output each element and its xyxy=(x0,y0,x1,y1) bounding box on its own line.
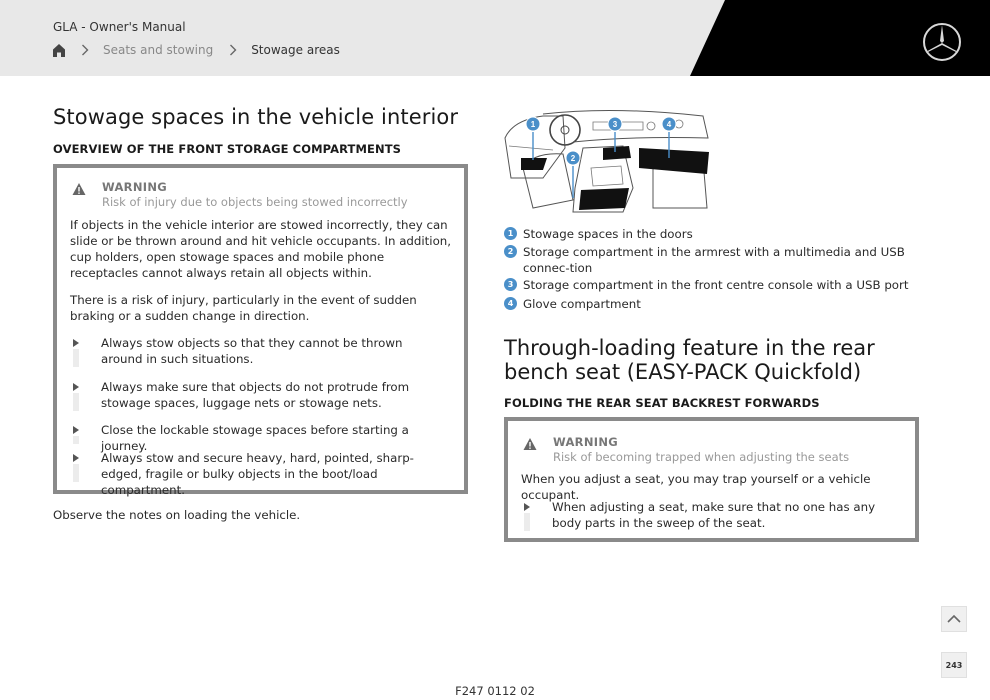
svg-text:1: 1 xyxy=(530,120,536,129)
page-number-label: 243 xyxy=(945,660,963,670)
bullet-arrow-icon xyxy=(524,499,534,531)
warning-paragraph-1: When you adjust a seat, you may trap yourself or a vehicle occupant. xyxy=(521,472,871,502)
svg-text:2: 2 xyxy=(570,154,576,163)
subheading-front-storage: OVERVIEW OF THE FRONT STORAGE COMPARTMENTS xyxy=(53,142,402,156)
breadcrumb-seats-and-stowing[interactable]: Seats and stowing xyxy=(103,43,214,57)
warning-triangle-icon xyxy=(72,182,86,196)
callout-3 xyxy=(608,117,622,131)
mercedes-star-logo[interactable] xyxy=(922,22,962,62)
warning-paragraph-2: There is a risk of injury, particularly in the event of sudden braking or a sudden change in direction. xyxy=(70,293,417,323)
breadcrumb xyxy=(53,43,340,57)
loading-note: Observe the notes on loading the vehicle. xyxy=(53,508,301,522)
callout-4 xyxy=(662,117,676,131)
warning-bullet: Always stow objects so that they cannot be thrown around in such situations. xyxy=(101,335,441,367)
warning-paragraph-1: If objects in the vehicle interior are stowed incorrectly, they can slide or be thrown around and hit vehicle occupants. In addition, cup holders, open stowage spaces and mobile phone receptacles cannot always retain all objects within. xyxy=(70,218,452,280)
legend-item: 2 Storage compartment in the armrest with a multimedia and USB connec-tion xyxy=(523,244,913,276)
subheading-folding-backrest: FOLDING THE REAR SEAT BACKREST FORWARDS xyxy=(504,396,820,410)
warning-box-seat xyxy=(504,417,919,542)
legend-item: 3 Storage compartment in the front centre console with a USB port xyxy=(523,277,913,293)
callout-2 xyxy=(566,151,580,165)
legend-number-badge: 2 xyxy=(504,245,517,258)
app-title: GLA - Owner's Manual xyxy=(53,20,186,34)
chevron-up-icon xyxy=(947,614,961,624)
warning-bullet: When adjusting a seat, make sure that no one has any body parts in the sweep of the seat. xyxy=(552,499,892,531)
chevron-right-icon xyxy=(229,44,237,56)
warning-risk: Risk of injury due to objects being stowed incorrectly xyxy=(102,195,408,209)
warning-header xyxy=(72,180,408,209)
warning-bullet: Always stow and secure heavy, hard, pointed, sharp-edged, fragile or bulky objects in the boot/load compartment. xyxy=(101,450,441,498)
breadcrumb-stowage-areas: Stowage areas xyxy=(251,43,340,57)
bullet-arrow-icon xyxy=(73,335,83,367)
page-number-button[interactable] xyxy=(941,652,967,678)
svg-text:3: 3 xyxy=(612,120,618,129)
chevron-right-icon xyxy=(81,44,89,56)
section-title-stowage: Stowage spaces in the vehicle interior xyxy=(53,105,459,129)
legend-item: 4 Glove compartment xyxy=(523,296,913,312)
home-icon[interactable] xyxy=(53,44,65,57)
bullet-arrow-icon xyxy=(73,450,83,482)
warning-triangle-icon xyxy=(523,437,537,451)
warning-header xyxy=(523,435,849,464)
bullet-arrow-icon xyxy=(73,379,83,411)
warning-box-stowage xyxy=(53,164,468,497)
warning-label: WARNING xyxy=(102,180,167,194)
warning-bullet: Always make sure that objects do not protrude from stowage spaces, luggage nets or stowage nets. xyxy=(101,379,441,411)
bullet-arrow-icon xyxy=(73,422,83,444)
warning-label: WARNING xyxy=(553,435,618,449)
figure-code: F247 0112 02 xyxy=(455,684,535,698)
section-title-through-loading: Through-loading feature in the rear bench seat (EASY-PACK Quickfold) xyxy=(504,336,875,384)
legend-item: 1 Stowage spaces in the doors xyxy=(523,226,913,242)
warning-bullet: Close the lockable stowage spaces before starting a journey. xyxy=(101,422,441,454)
legend-number-badge: 1 xyxy=(504,227,517,240)
scroll-to-top-button[interactable] xyxy=(941,606,967,632)
svg-text:4: 4 xyxy=(666,120,672,129)
legend-number-badge: 3 xyxy=(504,278,517,291)
interior-storage-illustration xyxy=(503,108,711,214)
callout-1 xyxy=(526,117,540,131)
legend-number-badge: 4 xyxy=(504,297,517,310)
warning-risk: Risk of becoming trapped when adjusting the seats xyxy=(553,450,850,464)
